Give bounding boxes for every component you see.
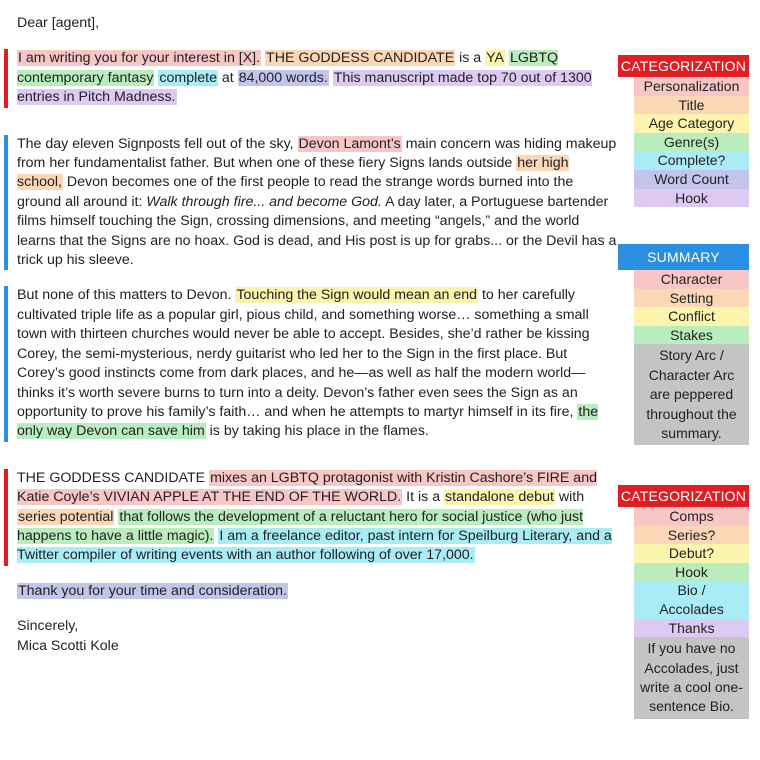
greeting: Dear [agent], bbox=[17, 15, 100, 31]
summary-legend bbox=[634, 244, 749, 445]
summary-paragraph-2: But none of this matters to Devon. Touching the Sign would mean an end to her carefully cultivated triple life as a popular girl, pious child, and something worse… something a small town with thirteen churches would never be able to accept. Besides, she’d rather be kissing Corey, the semi-mysterious, nerdy guitarist who led her to the Sign in the first place. But Corey’s good instincts come from dark places, and he—as well as half the modern world—thinks it’s worth severe burns to turn into a deity. Devon’s father even sees the Sign as an opportunity to prove his family’s faith… and when he attempts to martyr himself in its fire, the only way Devon can save him is by taking his place in the flames. bbox=[17, 286, 617, 441]
character-highlight: Devon Lamont’s bbox=[298, 135, 401, 152]
intro-paragraph: I am writing you for your interest in [X]. THE GODDESS CANDIDATE is a YA LGBTQ contemporary fantasy complete at 84,000 words. This manuscript made top 70 out of 1300 entries in Pitch Madness. bbox=[17, 49, 617, 107]
legend-item-conflict: Conflict bbox=[634, 307, 749, 326]
personalization-highlight: I am writing you for your interest in [X]. bbox=[18, 50, 261, 67]
legend-heading: SUMMARY bbox=[618, 244, 749, 270]
legend-heading: CATEGORIZATION bbox=[618, 55, 749, 77]
legend-item-hook: Hook bbox=[634, 563, 749, 582]
legend-item-character: Character bbox=[634, 270, 749, 289]
legend-item-debut: Debut? bbox=[634, 544, 749, 563]
summary-paragraph-1: The day eleven Signposts fell out of the sky, Devon Lamont’s main concern was hiding makeup from her fundamentalist father. But when one of these fiery Signs lands outside her high school, Devon becomes one of the first people to read the strange words burned into the ground all around it: Walk through fire... and become God. A day later, a Portuguese bartender films himself touching the Sign, crossing dimensions, and meeting “angels,” and the world learns that the Signs are no hoax. God is dead, and His post is up for grabs... or the Devil has a trick up his sleeve. bbox=[17, 135, 617, 271]
legend-item-genre: Genre(s) bbox=[634, 133, 749, 152]
legend-item-comps: Comps bbox=[634, 507, 749, 526]
legend-item-title: Title bbox=[634, 96, 749, 115]
legend-item-complete: Complete? bbox=[634, 151, 749, 170]
categorization-legend-intro bbox=[620, 55, 749, 207]
age-category-highlight: YA bbox=[486, 50, 505, 67]
word-count-highlight: 84,000 words. bbox=[238, 69, 328, 86]
thanks-highlight: Thank you for your time and consideration. bbox=[18, 582, 287, 599]
debut-highlight: standalone debut bbox=[445, 489, 554, 506]
setting-highlight: her high school, bbox=[17, 155, 569, 191]
legend-note-bio: If you have no Accolades, just write a cool one-sentence Bio. bbox=[634, 637, 749, 719]
legend-note-story-arc: Story Arc / Character Arc are peppered throughout the summary. bbox=[634, 344, 749, 445]
series-highlight: series potential bbox=[18, 508, 114, 525]
stakes-highlight: the only way Devon can save him bbox=[17, 403, 599, 440]
closing-paragraph: THE GODDESS CANDIDATE mixes an LGBTQ protagonist with Kristin Cashore’s FIRE and Katie Coyle’s VIVIAN APPLE AT THE END OF THE WORLD. It is a standalone debut with series potential that follows the development of a reluctant hero for social justice (who just happens to have a little magic). I am a freelance editor, past intern for Speilburg Literary, and a Twitter compiler of writing events with an author following of over 17,000. bbox=[17, 469, 617, 566]
legend-item-bio-accolades: Bio / Accolades bbox=[634, 581, 749, 618]
categorization-legend-closing bbox=[620, 485, 749, 719]
conflict-highlight: Touching the Sign would mean an end bbox=[236, 287, 478, 304]
legend-item-hook: Hook bbox=[634, 189, 749, 208]
hook-highlight: This manuscript made top 70 out of 1300 entries in Pitch Madness. bbox=[17, 69, 592, 106]
closing-hook-highlight: that follows the development of a reluctant hero for social justice (who just happens to have a little magic). bbox=[17, 508, 584, 544]
author-name: Mica Scotti Kole bbox=[17, 637, 119, 654]
signoff: Sincerely, bbox=[17, 618, 79, 635]
bio-highlight: I am a freelance editor, past intern for Speilburg Literary, and a Twitter compiler of writing events with an author following of over 17,000. bbox=[17, 527, 612, 564]
query-letter bbox=[17, 14, 617, 656]
complete-highlight: complete bbox=[159, 69, 217, 86]
legend-heading: CATEGORIZATION bbox=[618, 485, 749, 507]
genre-highlight: LGBTQ contemporary fantasy bbox=[17, 50, 559, 86]
legend-item-setting: Setting bbox=[634, 289, 749, 308]
comps-highlight: mixes an LGBTQ protagonist with Kristin Cashore’s FIRE and Katie Coyle’s VIVIAN APPLE AT THE END OF THE WORLD. bbox=[17, 469, 597, 506]
italic-quote: Walk through fire... and become God. bbox=[146, 193, 382, 210]
legend-item-word-count: Word Count bbox=[634, 170, 749, 189]
legend-item-thanks: Thanks bbox=[634, 619, 749, 638]
legend-item-series: Series? bbox=[634, 526, 749, 545]
thanks-line bbox=[17, 582, 617, 601]
title-highlight: THE GODDESS CANDIDATE bbox=[266, 50, 455, 67]
legend-item-age-category: Age Category bbox=[634, 114, 749, 133]
legend-item-stakes: Stakes bbox=[634, 326, 749, 345]
legend-item-personalization: Personalization bbox=[634, 77, 749, 96]
